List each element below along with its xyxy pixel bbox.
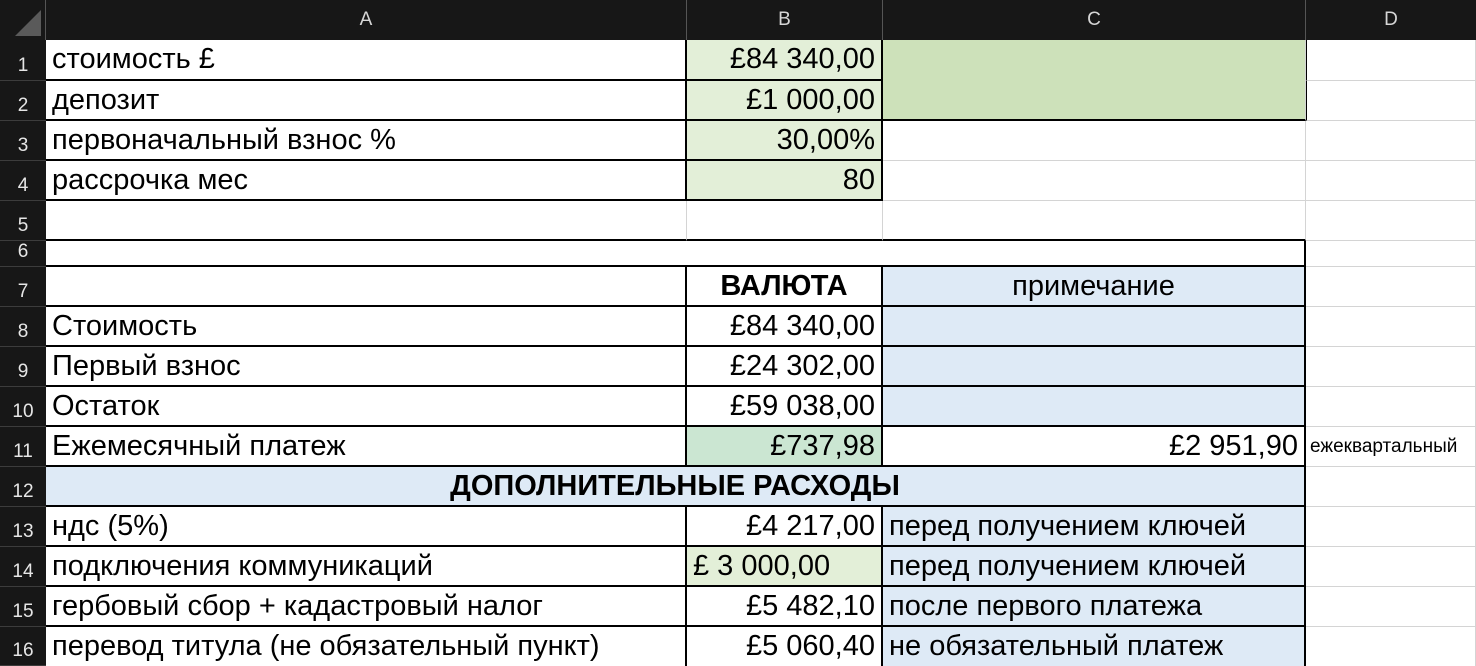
cell-a4[interactable]: рассрочка мес xyxy=(46,161,687,201)
cell-b7-currency-header[interactable]: ВАЛЮТА xyxy=(687,267,883,307)
row-header-3[interactable]: 3 xyxy=(0,121,46,161)
cell-a1[interactable]: стоимость £ xyxy=(46,40,687,81)
cell-b13[interactable]: £4 217,00 xyxy=(687,507,883,547)
cell-a2[interactable]: депозит xyxy=(46,81,687,121)
cell-c3[interactable] xyxy=(883,121,1306,161)
cell-d9[interactable] xyxy=(1306,347,1476,387)
row-header-4[interactable]: 4 xyxy=(0,161,46,201)
cell-b8[interactable]: £84 340,00 xyxy=(687,307,883,347)
cell-c11-quarterly-payment[interactable]: £2 951,90 xyxy=(883,427,1306,467)
column-header-d[interactable]: D xyxy=(1306,0,1476,40)
row-header-6[interactable]: 6 xyxy=(0,241,46,267)
row-header-10[interactable]: 10 xyxy=(0,387,46,427)
row-header-9[interactable]: 9 xyxy=(0,347,46,387)
cell-b15[interactable]: £5 482,10 xyxy=(687,587,883,627)
column-header-c[interactable]: C xyxy=(883,0,1306,40)
row-header-12[interactable]: 12 xyxy=(0,467,46,507)
cell-b2[interactable]: £1 000,00 xyxy=(687,81,883,121)
cell-d14[interactable] xyxy=(1306,547,1476,587)
row-header-16[interactable]: 16 xyxy=(0,627,46,666)
cell-c16[interactable]: не обязательный платеж xyxy=(883,627,1306,666)
cell-a13[interactable]: ндс (5%) xyxy=(46,507,687,547)
cell-a14[interactable]: подключения коммуникаций xyxy=(46,547,687,587)
row-header-5[interactable]: 5 xyxy=(0,201,46,241)
cell-c7-note-header[interactable]: примечание xyxy=(883,267,1306,307)
cell-d7[interactable] xyxy=(1306,267,1476,307)
row-header-7[interactable]: 7 xyxy=(0,267,46,307)
cell-b1[interactable]: £84 340,00 xyxy=(687,40,883,81)
cell-d15[interactable] xyxy=(1306,587,1476,627)
cell-d4[interactable] xyxy=(1306,161,1476,201)
cell-c5[interactable] xyxy=(883,201,1306,241)
column-header-b[interactable]: B xyxy=(687,0,883,40)
select-all-corner[interactable] xyxy=(0,0,46,40)
select-all-triangle-icon xyxy=(15,10,41,36)
cell-b11-monthly-payment[interactable]: £737,98 xyxy=(687,427,883,467)
cell-a5[interactable] xyxy=(46,201,687,241)
row-header-13[interactable]: 13 xyxy=(0,507,46,547)
cell-d12[interactable] xyxy=(1306,467,1476,507)
cell-a6-merged[interactable] xyxy=(46,241,1306,267)
cell-a7[interactable] xyxy=(46,267,687,307)
cell-c10[interactable] xyxy=(883,387,1306,427)
cell-d6[interactable] xyxy=(1306,241,1476,267)
cell-d8[interactable] xyxy=(1306,307,1476,347)
cell-b4[interactable]: 80 xyxy=(687,161,883,201)
cell-d11-quarterly-label[interactable]: ежеквартальный xyxy=(1306,427,1476,467)
cell-b10[interactable]: £59 038,00 xyxy=(687,387,883,427)
cell-b9[interactable]: £24 302,00 xyxy=(687,347,883,387)
cell-b16[interactable]: £5 060,40 xyxy=(687,627,883,666)
row-header-14[interactable]: 14 xyxy=(0,547,46,587)
cell-b14[interactable]: £ 3 000,00 xyxy=(687,547,883,587)
cell-c2[interactable] xyxy=(883,81,1306,121)
cell-c14[interactable]: перед получением ключей xyxy=(883,547,1306,587)
cell-d10[interactable] xyxy=(1306,387,1476,427)
row-header-1[interactable]: 1 xyxy=(0,40,46,81)
row-header-15[interactable]: 15 xyxy=(0,587,46,627)
cell-d16[interactable] xyxy=(1306,627,1476,666)
row-header-8[interactable]: 8 xyxy=(0,307,46,347)
cell-a11[interactable]: Ежемесячный платеж xyxy=(46,427,687,467)
cell-c9[interactable] xyxy=(883,347,1306,387)
cell-d3[interactable] xyxy=(1306,121,1476,161)
cell-c4[interactable] xyxy=(883,161,1306,201)
column-header-a[interactable]: A xyxy=(46,0,687,40)
cell-d1[interactable] xyxy=(1306,40,1476,81)
cell-c15[interactable]: после первого платежа xyxy=(883,587,1306,627)
cell-a16[interactable]: перевод титула (не обязательный пункт) xyxy=(46,627,687,666)
cell-c1[interactable] xyxy=(883,40,1306,81)
cell-b3[interactable]: 30,00% xyxy=(687,121,883,161)
cell-d5[interactable] xyxy=(1306,201,1476,241)
cell-a9[interactable]: Первый взнос xyxy=(46,347,687,387)
cell-b5[interactable] xyxy=(687,201,883,241)
cell-c8[interactable] xyxy=(883,307,1306,347)
cell-d2[interactable] xyxy=(1306,81,1476,121)
row-header-11[interactable]: 11 xyxy=(0,427,46,467)
cell-a15[interactable]: гербовый сбор + кадастровый налог xyxy=(46,587,687,627)
cell-a3[interactable]: первоначальный взнос % xyxy=(46,121,687,161)
cell-a10[interactable]: Остаток xyxy=(46,387,687,427)
cell-d13[interactable] xyxy=(1306,507,1476,547)
cell-a12-additional-costs-header[interactable]: ДОПОЛНИТЕЛЬНЫЕ РАСХОДЫ xyxy=(46,467,1306,507)
cell-c13[interactable]: перед получением ключей xyxy=(883,507,1306,547)
cell-a8[interactable]: Стоимость xyxy=(46,307,687,347)
row-header-2[interactable]: 2 xyxy=(0,81,46,121)
